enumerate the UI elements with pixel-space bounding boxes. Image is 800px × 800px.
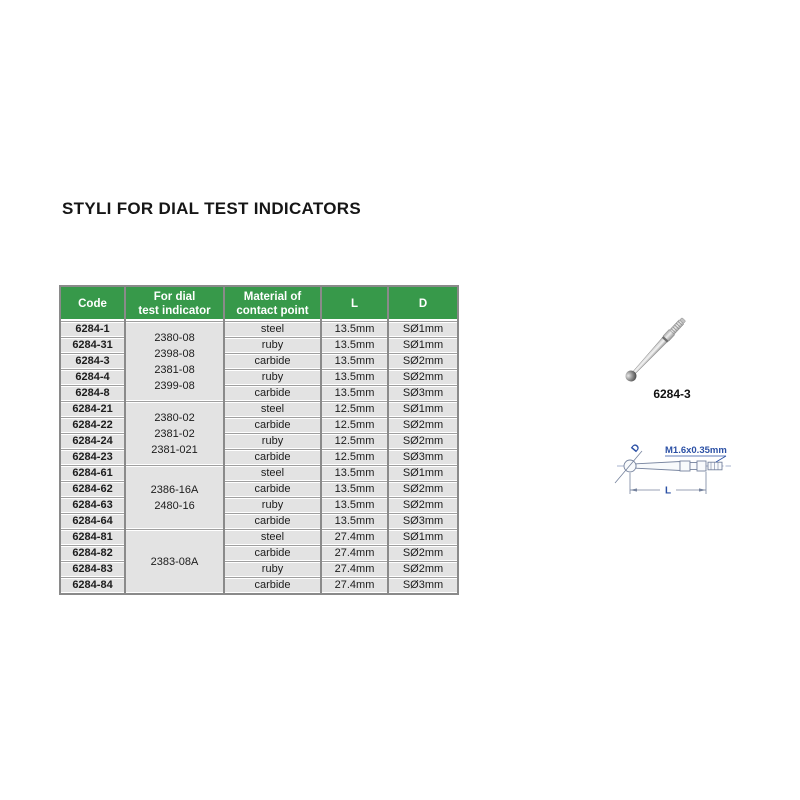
code-cell: 6284-31 [60, 338, 125, 354]
diameter-cell: SØ1mm [388, 466, 458, 482]
thread-leader-drop [716, 456, 726, 462]
page-title: STYLI FOR DIAL TEST INDICATORS [62, 199, 361, 218]
column-header: L [321, 286, 388, 322]
diameter-cell: SØ2mm [388, 546, 458, 562]
code-cell: 6284-62 [60, 482, 125, 498]
material-cell: carbide [224, 418, 321, 434]
table-row [60, 514, 458, 530]
diameter-cell: SØ2mm [388, 562, 458, 578]
length-cell: 12.5mm [321, 450, 388, 466]
material-cell: carbide [224, 514, 321, 530]
diameter-cell: SØ3mm [388, 578, 458, 595]
diameter-cell: SØ2mm [388, 498, 458, 514]
length-cell: 13.5mm [321, 514, 388, 530]
material-cell: carbide [224, 482, 321, 498]
material-cell: ruby [224, 562, 321, 578]
spec-table-header [60, 286, 458, 322]
diameter-cell: SØ1mm [388, 530, 458, 546]
table-row [60, 354, 458, 370]
diameter-cell: SØ1mm [388, 402, 458, 418]
code-cell: 6284-8 [60, 386, 125, 402]
material-cell: carbide [224, 546, 321, 562]
table-row [60, 498, 458, 514]
length-cell: 27.4mm [321, 530, 388, 546]
material-cell: steel [224, 466, 321, 482]
code-cell: 6284-64 [60, 514, 125, 530]
thread-spec-label: M1.6x0.35mm [665, 445, 727, 456]
l-dimension-label: L [664, 485, 672, 497]
length-cell: 27.4mm [321, 546, 388, 562]
thread-section [708, 462, 722, 470]
code-cell: 6284-82 [60, 546, 125, 562]
code-cell: 6284-83 [60, 562, 125, 578]
code-cell: 6284-21 [60, 402, 125, 418]
indicator-cell: 2380-08 2398-08 2381-08 2399-08 [125, 322, 224, 402]
column-header: Code [60, 286, 125, 322]
code-cell: 6284-4 [60, 370, 125, 386]
diameter-cell: SØ2mm [388, 434, 458, 450]
code-cell: 6284-22 [60, 418, 125, 434]
material-cell: ruby [224, 370, 321, 386]
length-cell: 13.5mm [321, 482, 388, 498]
material-cell: ruby [224, 498, 321, 514]
stylus-product-photo [595, 300, 715, 395]
table-row [60, 386, 458, 402]
material-cell: steel [224, 530, 321, 546]
material-cell: ruby [224, 338, 321, 354]
material-cell: carbide [224, 386, 321, 402]
length-cell: 27.4mm [321, 578, 388, 595]
code-cell: 6284-81 [60, 530, 125, 546]
diameter-cell: SØ2mm [388, 418, 458, 434]
table-row [60, 546, 458, 562]
stylus-shape [623, 316, 688, 384]
table-row [60, 482, 458, 498]
table-row [60, 466, 458, 482]
table-row [60, 402, 458, 418]
diameter-cell: SØ1mm [388, 338, 458, 354]
table-row [60, 418, 458, 434]
column-header: Material of contact point [224, 286, 321, 322]
indicator-cell: 2386-16A 2480-16 [125, 466, 224, 530]
length-cell: 13.5mm [321, 386, 388, 402]
diameter-cell: SØ2mm [388, 354, 458, 370]
column-header: D [388, 286, 458, 322]
table-row [60, 338, 458, 354]
indicator-cell: 2383-08A [125, 530, 224, 595]
code-cell: 6284-63 [60, 498, 125, 514]
code-cell: 6284-84 [60, 578, 125, 595]
length-cell: 13.5mm [321, 322, 388, 338]
diameter-cell: SØ2mm [388, 370, 458, 386]
table-row [60, 322, 458, 338]
table-row [60, 530, 458, 546]
code-cell: 6284-61 [60, 466, 125, 482]
length-cell: 13.5mm [321, 498, 388, 514]
diameter-cell: SØ3mm [388, 514, 458, 530]
diameter-cell: SØ3mm [388, 450, 458, 466]
diameter-cell: SØ1mm [388, 322, 458, 338]
table-row [60, 434, 458, 450]
length-cell: 12.5mm [321, 402, 388, 418]
length-cell: 13.5mm [321, 370, 388, 386]
code-cell: 6284-1 [60, 322, 125, 338]
column-header: For dial test indicator [125, 286, 224, 322]
length-cell: 27.4mm [321, 562, 388, 578]
diameter-cell: SØ3mm [388, 386, 458, 402]
material-cell: carbide [224, 578, 321, 595]
styli-spec-table [59, 285, 459, 595]
code-cell: 6284-24 [60, 434, 125, 450]
table-row [60, 562, 458, 578]
indicator-cell: 2380-02 2381-02 2381-021 [125, 402, 224, 466]
material-cell: carbide [224, 450, 321, 466]
material-cell: steel [224, 322, 321, 338]
table-row [60, 370, 458, 386]
stylus-technical-drawing [595, 428, 775, 500]
diameter-cell: SØ2mm [388, 482, 458, 498]
code-cell: 6284-3 [60, 354, 125, 370]
length-cell: 13.5mm [321, 338, 388, 354]
d-dimension-label: D [629, 442, 643, 455]
material-cell: carbide [224, 354, 321, 370]
table-row [60, 578, 458, 595]
length-cell: 13.5mm [321, 466, 388, 482]
length-cell: 13.5mm [321, 354, 388, 370]
spec-table-body [60, 322, 458, 595]
material-cell: steel [224, 402, 321, 418]
length-cell: 12.5mm [321, 434, 388, 450]
table-row [60, 450, 458, 466]
length-cell: 12.5mm [321, 418, 388, 434]
code-cell: 6284-23 [60, 450, 125, 466]
photo-caption: 6284-3 [653, 387, 691, 401]
material-cell: ruby [224, 434, 321, 450]
